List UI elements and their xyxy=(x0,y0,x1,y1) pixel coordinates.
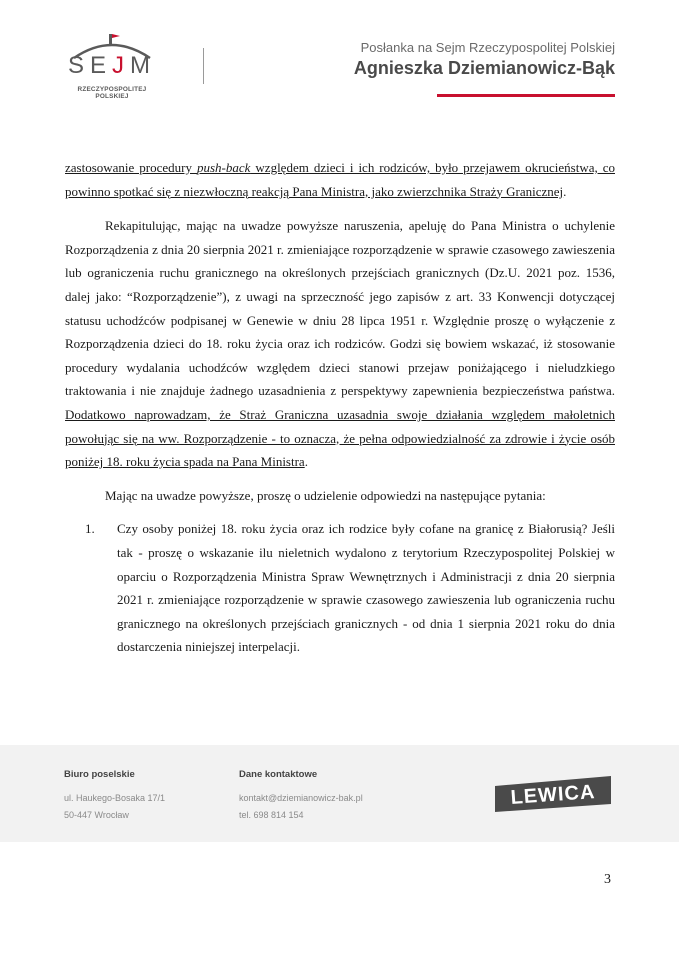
p1-text-2: względem dzieci i ich rodziców, było przejawem okrucieństwa, co powinno spotkać się z niezwłoczną reakcją Pana Ministra, jako zwierzchnika Straży Granicznej xyxy=(65,160,615,199)
lewica-logo xyxy=(493,774,613,814)
p1-underlined xyxy=(65,160,615,199)
p2-underlined: Dodatkowo naprowadzam, że Straż Graniczna uzasadnia swoje działania względem małoletnich powołując się na ww. Rozporządzenie - to oznacza, że pełna odpowiedzialność za zdrowie i życie osób poniżej 18. roku życia spada na Pana Ministra xyxy=(65,406,615,470)
paragraph-continued xyxy=(65,156,615,203)
list-item-number: 1. xyxy=(85,521,95,537)
office-address-line1: ul. Haukego-Bosaka 17/1 xyxy=(64,793,166,803)
contact-phone: tel. 698 814 154 xyxy=(239,810,304,820)
sejm-logo xyxy=(62,30,162,98)
contact-title: Dane kontaktowe xyxy=(239,769,318,780)
footer xyxy=(0,745,679,842)
mp-name: Agnieszka Dziemianowicz-Bąk xyxy=(353,58,615,78)
contact-info xyxy=(239,769,363,824)
contact-email: kontakt@dziemianowicz-bak.pl xyxy=(239,793,363,803)
paragraph-recap xyxy=(65,214,615,474)
p2-text: Rekapitulując, mając na uwadze powyższe naruszenia, apeluję do Pana Ministra o uchylenie Rozporządzenia z dnia 20 sierpnia 2021 r. zmieniające rozporządzenie w sprawie czasowego zawieszenia lub ograniczenia ruchu granicznego na określonych przejściach granicznych (Dz.U. 2021 poz. 1536, dalej jako: “Rozporządzenie”), z uwagi na sprzeczność jego zapisów z art. 33 Konwencji dotyczącej statusu uchodźców podpisanej w Genewie w dniu 28 lipca 1951 r. Względnie proszę o wyłączenie z Rozporządzenia dzieci do 18. roku życia oraz ich rodziców. Godzi się bowiem wskazać, iż stosowanie procedury wydalania uchodźców względem dzieci stanowi przejaw poniżającego i nieludzkiego traktowania i nie znajduje żadnego uzasadnienia z perspektywy zapewnienia bezpieczeństwa państwa. xyxy=(65,218,615,399)
list-item xyxy=(65,517,615,659)
page-number: 3 xyxy=(604,872,611,887)
logo-wordmark xyxy=(66,52,158,80)
p1-period: . xyxy=(563,183,567,199)
name-underline-accent xyxy=(437,94,615,97)
lewica-logo-text: LEWICA xyxy=(509,781,597,809)
office-address-line2: 50-447 Wrocław xyxy=(64,810,129,820)
p1-italic-term: push-back xyxy=(196,160,251,175)
letter-body xyxy=(65,156,615,659)
logo-letters-se: SE xyxy=(67,52,112,79)
p1-text-1: zastosowanie procedury xyxy=(65,160,197,175)
question-list xyxy=(65,517,615,659)
list-item-text: Czy osoby poniżej 18. roku życia oraz ich rodzice były cofane na granicę z Białorusią? Jeśli tak - proszę o wskazanie ilu nieletnich wydalono z terytorium Rzeczypospolitej Polskiej w oparciu o Rozporządzenia Ministra Spraw Wewnętrznych i Administracji z dnia 20 sierpnia 2021 r. zmieniające rozporządzenie w sprawie czasowego zawieszenia lub ograniczenia ruchu granicznego na określonych przejściach granicznych - od dnia 1 sierpnia 2021 roku do dnia dostarczenia niniejszej interpelacji. xyxy=(117,521,615,655)
logo-letter-j: J xyxy=(112,52,130,79)
p2-period: . xyxy=(304,454,308,470)
logo-subtitle: RZECZYPOSPOLITEJ POLSKIEJ xyxy=(77,86,147,100)
office-info xyxy=(64,769,165,824)
paragraph-questions-intro: Mając na uwadze powyższe, proszę o udzielenie odpowiedzi na następujące pytania: xyxy=(105,487,546,503)
logo-letter-m: M xyxy=(130,52,156,79)
office-title: Biuro poselskie xyxy=(64,769,135,780)
mp-role: Posłanka na Sejm Rzeczypospolitej Polskiej xyxy=(360,40,615,55)
header-divider xyxy=(203,48,204,84)
letterhead xyxy=(0,0,679,110)
